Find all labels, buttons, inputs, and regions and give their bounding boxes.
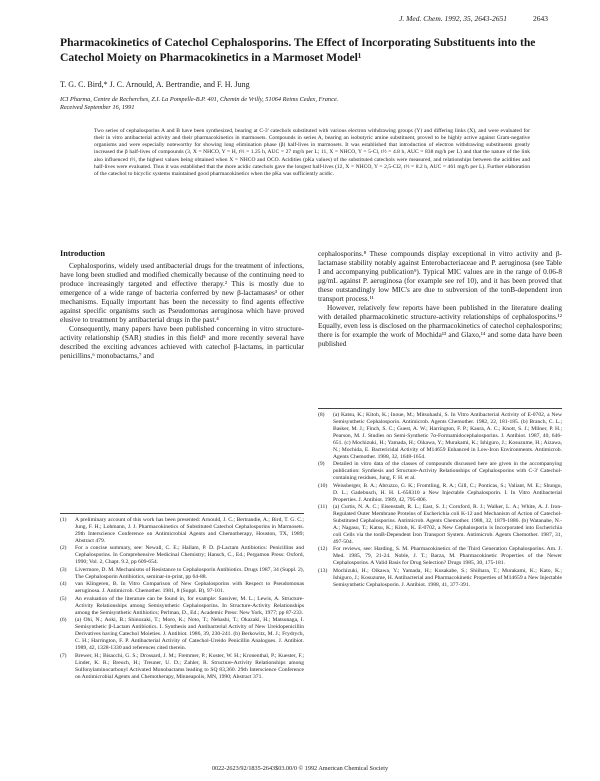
section-heading-introduction: Introduction: [60, 249, 106, 258]
reference-item: [60, 596, 304, 617]
body-column-right: [318, 249, 562, 348]
reference-item: [318, 504, 562, 546]
reference-text: An evaluation of the literature can be found in, for example: Sassiver, M. L.; Lewis, A. Structure-Activity Relationships among Semisynthetic Cephalosporins. In Structure-Activity Relationships among the Semisynthetic Antibiotics; Perlman, D., Ed.; Academic Press: New York, 1977; pp 87-233.: [75, 595, 304, 616]
body-column-left: [60, 249, 304, 360]
reference-item: [318, 483, 562, 504]
reference-number: (5): [60, 595, 67, 602]
abstract: Two series of cephalosporins A and B have been synthesized, bearing at C-3' catechols substituted with various electron withdrawing groups (Y) and differing links (X), and were evaluated for their in vitro antibacterial activity and their pharmacokinetics in marmosets. Compounds in series A, bearing an isobutyric amine substituent, proved to be highly active against Gram-negative organisms and were especially noteworthy for showing long elimination phase (β) half-lives in marmosets. It was established that introduction of electron withdrawing substituents greatly increased the β half-lives of compounds (3, X = NHCO, Y = H, t½ = 1.25 h, AUC = 27 mg/h per L; 11, X = NHCO, Y = 5-Cl, t½ = 4.8 h, AUC = 838 mg/h per L) and that the nature of the link also influenced t½, the highest values being obtained when X = NHCO and OCO. Acidities (pKa values) of the substituted catechols were measured, and relationships between the acidities and half-lives were evaluated. Thus it was established that the more acidic catechols gave the longest half-lives (12, X = NHCO, Y = 2,5-Cl2, t½ = 8.2 h, AUC = 461 mg/h per L). Further elaboration of the catechol to bicyclic systems maintained good pharmacokinetics when the pKa was sufficiently acidic.: [94, 128, 530, 177]
reference-number: (2): [60, 545, 67, 552]
affiliation-block: [60, 96, 550, 112]
reference-item: [318, 568, 562, 589]
body-paragraph: However, relatively few reports have been published in the literature dealing with detailed pharmacokinetic structure-activity relationships of cephalosporins.¹² Equally, even less is disclosed on the pharmacokinetics of catechol cephalosporins; there is for example the work of Mochida¹³ and Glaxo,¹⁴ and some data have been published: [318, 303, 562, 348]
reference-text: Weissberger, B. A.; Abruzzo, G. K.; Fromtling, R. A.; Gill, C.; Ponticas, S.; Valiant, M. E.; Shungu, D. L.; Gadebusch, H. H. L-658310 a New Injectable Cephalosporin. I. In Vitro Antibacterial Properties. J. Antibiot. 1989, 42, 795-806.: [333, 482, 562, 503]
reference-item: [60, 581, 304, 595]
page-number: 2643: [533, 14, 548, 23]
reference-item: [60, 545, 304, 566]
reference-item: [60, 653, 304, 681]
reference-text: For a concise summary, see: Newall, C. E.; Hallam, P. D. β-Lactam Antibiotics: Penicillins and Cephalosporins. In Comprehensive Medicinal Chemistry; Hansch, C., Ed.; Pergamon Press: Oxford, 1990; Vol. 2, Chapt. 9.2, pp 609-654.: [75, 545, 304, 566]
reference-number: (1): [60, 517, 67, 523]
reference-text: A preliminary account of this work has been presented: Arnould, J. C.; Bertrandie, A.; Bird, T. G. C.; Jung, F. H.; Lohmann, J. J. Pharmacokinetics of Substituted Catechol Cephalosporins in Marmosets. 29th Interscience Conference on Antimicrobial Agents and Chemotherapy, Houston, TX, 1989; Abstract 479.: [75, 517, 304, 544]
references-right: [318, 408, 562, 589]
reference-number: (8): [318, 412, 325, 418]
reference-text: For reviews, see: Harding, S. M. Pharmacokinetics of the Third Generation Cephalosporins. Am. J. Med. 1985, 79, 21-24. Noble, J. T.; Barza, M. Pharmacokinetic Properties of the Newer Cephalosporins. A Valid Basis for Drug Selection? Drugs 1985, 30, 175-181.: [333, 546, 562, 567]
article-title: Pharmacokinetics of Catechol Cephalosporins. The Effect of Incorporating Substituents into the Catechol Moiety on Pharmacokinetics in a Marmoset Model¹: [60, 36, 536, 64]
body-paragraph: cephalosporins.⁸ These compounds display exceptional in vitro activity and β-lactamase stability notably against Enterobacteriaceae and P. aeruginosa (see Table I and accompanying publication⁹). Typical MIC values are in the range of 0.06-8 μg/mL against P. aeruginosa (for example see ref 10), and it has been proved that these outstandingly low MIC's are due to subversion of the tonB-dependent iron transport process.¹¹: [318, 249, 562, 303]
reference-text: Detailed in vitro data of the classes of compounds discussed here are given in the accompanying publication: Synthesis and Structure-Activity Relationships of Cephalosporins with C-3' Catechol-containing residues, Jung, F. H. et al.: [333, 461, 562, 482]
received-date: Received September 16, 1991: [60, 104, 135, 111]
journal-citation: J. Med. Chem. 1992, 35, 2643-2651: [399, 14, 507, 23]
reference-text: Brewer, H.; Bisacchi, G. S.; Drossard, J. M.; Fremmer, P.; Koster, W. H.; Kronenthal, P.; Kuester, F.; Linder, K. R.; Breuch, H.; Treuner, U. D.; Zahler, R. Structure-Activity Relationships among Sulfonylaminocarbonyl Activated Monobactams leading to SQ 83,360. 29th Interscience Conference on Antimicrobial Agents and Chemotherapy, Minneapolis, MN, 1990; Abstract 371.: [75, 652, 304, 680]
reference-text: Mochizuki, H.; Oikawa, Y.; Yamada, H.; Kusakabe, S.; Shiihara, T.; Murakami, K.; Kato, K.; Ishiguro, J.; Kosuzume, H. Antibacterial and Pharmacokinetic Properties of M14659 a New Injectable Semisynthetic Cephalosporin. J. Antibiot. 1988, 41, 377-391.: [333, 567, 562, 588]
body-paragraph: Consequently, many papers have been published concerning in vitro structure-activity relationship (SAR) studies in this field⁵ and more recently several have described the exciting advances achieved with catechol β-lactams, in particular penicillins,⁶ monobactams,⁷ and: [60, 324, 304, 360]
reference-item: [318, 412, 562, 461]
reference-number: (11): [318, 504, 328, 511]
reference-text: (a) Katsu, K.; Kitoh, K.; Inoue, M.; Mitsuhashi, S. In Vitro Antibacterial Activity of E-0702, a New Semisynthetic Cephalosporin. Antimicrob. Agents Chemother. 1982, 22, 181-185. (b) Branch, C. L.; Basker, M. J.; Finch, S. C.; Guest, A. W.; Harrington, F. P.; Kaura, A. C.; Knott, S. J.; Milner, P. H.; Pearson, M. J. Studies on Semi-Synthetic 7α-Formamidocephalosporins. J. Antibiot. 1987, 40, 646-651. (c) Mochizuki, H.; Yamada, H.; Oikawa, Y.; Murakami, K.; Ishiguro, J.; Kosuzume, H.; Aizawa, N.; Mochida, E. Bactericidal Activity of M14659 Enhanced in Low-Iron Environments. Antimicrob. Agents Chemother. 1988, 32, 1648-1654.: [333, 412, 562, 460]
reference-text: van Klingeren, B. In Vitro Comparison of New Cephalosporins with Respect to Pseudomonas aeruginosa. J. Antimicrob. Chemother. 1981, 8 (Suppl. B), 97-101.: [75, 581, 304, 595]
article-authors: T. G. C. Bird,* J. C. Arnould, A. Bertrandie, and F. H. Jung: [60, 80, 250, 89]
body-paragraph: Cephalosporins, widely used antibacterial drugs for the treatment of infections, have long been studied and modified chemically because of the continuing need to produce increasingly targeted and effective therapy.² This is mostly due to emergence of a wide range of bacteria conferred by new β-lactamases³ or other mechanisms. Equally important has been the necessity to find agents effective against specific organisms such as Pseudomonas aeruginosa which have proved elusive to treatment by antibacterial drugs in the past.⁴: [60, 261, 304, 324]
reference-number: (4): [60, 581, 67, 588]
references-left: [60, 513, 304, 681]
reference-number: (13): [318, 567, 328, 574]
reference-item: [60, 517, 304, 545]
reference-item: [318, 461, 562, 482]
running-head: [60, 14, 548, 23]
reference-number: (7): [60, 652, 67, 659]
reference-number: (3): [60, 566, 67, 573]
reference-item: [60, 567, 304, 581]
reference-text: (a) Curtis, N. A. C.; Eisenstadt, R. L.; East, S. J.; Cornford, R. J.; Walker, L. A.; White, A. J. Iron-Regulated Outer Membrane Proteins of Escherichia coli K-12 and Mechanism of Action of Catechol-Substituted Cephalosporins. Antimicrob. Agents Chemother. 1988, 32, 1879-1886. (b) Watanabe, N.-A.; Nagasu, T.; Katsu, K.; Kitoh, K. E-0702, a New Cephalosporin is Incorporated into Escherichia coli Cells via the tonB-Dependent Iron Transport System. Antimicrob. Agents Chemother. 1987, 31, 497-504.: [333, 504, 562, 545]
reference-number: (6): [60, 617, 67, 624]
reference-number: (9): [318, 461, 325, 468]
reference-text: Livermore, D. M. Mechanisms of Resistance to Cephalosporin Antibiotics. Drugs 1987, 34 (Suppl. 2), The Cephalosporin Antibiotics, seminar-in-print, pp 64-88.: [75, 566, 305, 580]
reference-item: [60, 617, 304, 652]
reference-number: (10): [318, 482, 328, 489]
affiliation: ICI Pharma, Centre de Recherches, Z.I. La Pompelle-B.P. 401, Chemin de Vrilly, 51064 Reims Cedex, France.: [60, 96, 339, 103]
copyright-footer: 0022-2623/92/1835-2643$03.00/0 © 1992 American Chemical Society: [211, 765, 389, 772]
reference-text: (a) Ohi, N.; Aoki, B.; Shinozaki, T.; Moro, K.; Noto, T.; Nehashi, T.; Okazaki, H.; Matsunaga, I. Semisynthetic β-Lactam Antibiotics. I. Synthesis and Antibacterial Activity of New Ureidopenicillin Derivatives having Catechol Moieties. J. Antibiot. 1986, 39, 230-241. (b) Berkowitz, M. J.; Frydrych, C. H.; Harrington, F. P. Antibacterial Activity of Catechol-Ureido Penicillin Analogues. J. Antibiot. 1989, 42, 1328-1330 and references cited therein.: [75, 617, 304, 652]
reference-item: [318, 546, 562, 567]
reference-number: (12): [318, 546, 328, 553]
